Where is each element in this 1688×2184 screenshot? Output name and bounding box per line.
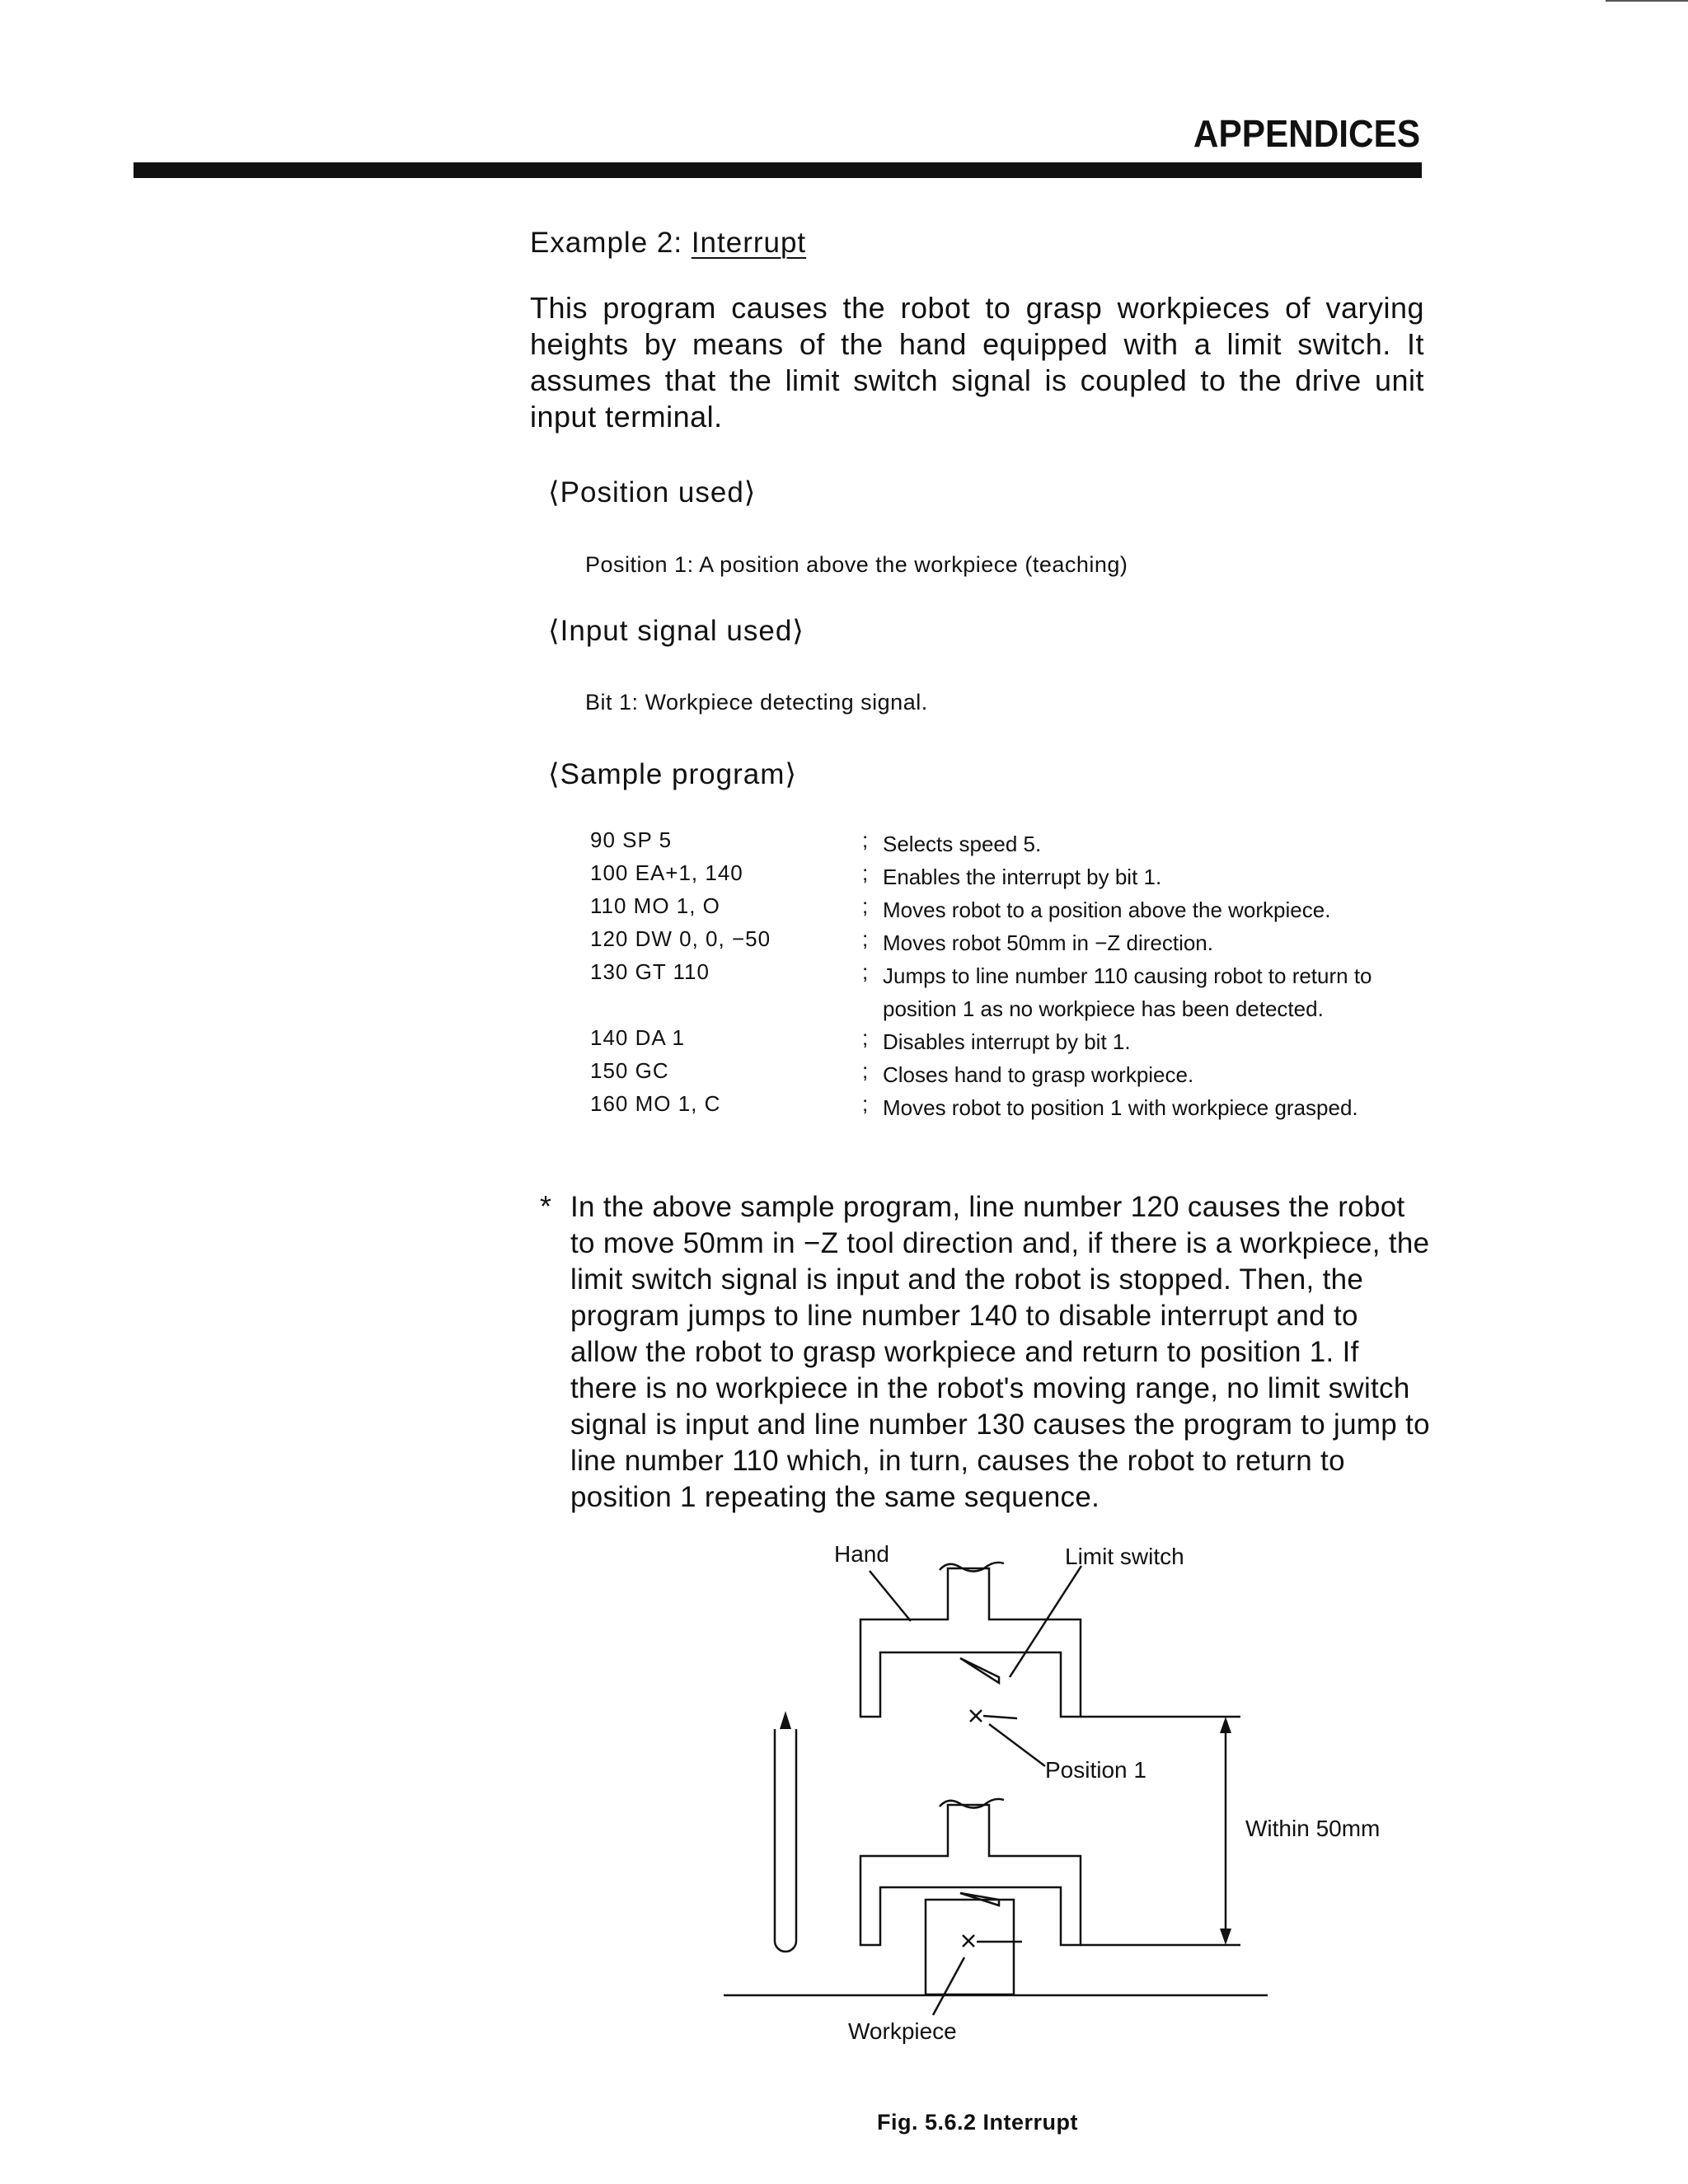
upper-hand <box>860 1563 1240 1717</box>
program-comment: Moves robot to position 1 with workpiece grasped. <box>883 1095 1358 1120</box>
program-code: 160 MO 1, C <box>590 1091 721 1116</box>
lower-limit-switch <box>960 1893 999 1905</box>
example-prefix: Example 2: <box>530 227 692 259</box>
program-comment: Moves robot to a position above the workpiece. <box>883 898 1331 922</box>
program-code: 110 MO 1, O <box>590 893 720 918</box>
program-comment: Moves robot 50mm in −Z direction. <box>883 930 1213 955</box>
lower-break-mark <box>940 1799 1004 1808</box>
motion-path <box>775 1729 796 1952</box>
comment-separator: ; <box>862 926 869 951</box>
program-comment: Disables interrupt by bit 1. <box>883 1029 1131 1054</box>
lower-hand <box>860 1799 1240 1945</box>
example-title <box>530 227 806 260</box>
comment-separator: ; <box>862 1091 869 1116</box>
figure-caption: Fig. 5.6.2 Interrupt <box>877 2110 1079 2135</box>
comment-separator: ; <box>862 1025 869 1050</box>
page-edge-line <box>1606 0 1688 2</box>
comment-separator: ; <box>862 893 869 918</box>
program-comment: Selects speed 5. <box>883 832 1042 856</box>
program-code: 120 DW 0, 0, −50 <box>590 926 771 951</box>
comment-separator: ; <box>862 959 869 984</box>
program-code: 130 GT 110 <box>590 959 710 984</box>
program-comment: Enables the interrupt by bit 1. <box>883 865 1162 889</box>
program-code: 150 GC <box>590 1058 669 1083</box>
workpiece <box>926 1900 1022 2015</box>
note-paragraph: In the above sample program, line number 120 causes the robot to move 50mm in −Z tool direction and, if there is a workpiece, the limit switch signal is input and the robot is stopped. Then, the program jumps to line number 140 to disable interrupt and to allow the robot to grasp workpiece and return to position 1. If there is no workpiece in the robot's moving range, no limit switch signal is input and line number 130 causes the program to jump to line number 110 which, in turn, causes the robot to return to position 1 repeating the same sequence. <box>570 1191 1430 1513</box>
sample-program-heading: ⟨Sample program⟩ <box>548 758 798 790</box>
program-comment: Jumps to line number 110 causing robot to return to position 1 as no workpiece has been detected. <box>883 963 1372 1021</box>
sample-program-listing <box>590 827 1431 1157</box>
note-marker: * <box>540 1189 552 1223</box>
intro-paragraph: This program causes the robot to grasp workpieces of varying heights by means of the hand equipped with a limit switch. It assumes that the limit switch signal is coupled to the drive unit input terminal. <box>530 291 1424 434</box>
page-header-title: APPENDICES <box>1193 112 1420 155</box>
comment-separator: ; <box>862 827 869 852</box>
hand-label: Hand <box>834 1541 889 1567</box>
position-used-heading: ⟨Position used⟩ <box>548 476 757 509</box>
limit-switch-label: Limit switch <box>1065 1544 1184 1569</box>
within-50mm-label: Within 50mm <box>1245 1816 1381 1841</box>
program-line <box>590 926 1431 959</box>
input-signal-text: Bit 1: Workpiece detecting signal. <box>585 690 928 715</box>
program-line <box>590 1091 1431 1157</box>
comment-separator: ; <box>862 860 869 885</box>
program-code: 140 DA 1 <box>590 1025 685 1050</box>
position-used-text: Position 1: A position above the workpiece (teaching) <box>585 552 1128 577</box>
dimension-arrow-bottom <box>1220 1929 1231 1945</box>
upper-limit-switch <box>960 1658 999 1683</box>
program-code: 90 SP 5 <box>590 827 673 852</box>
workpiece-label: Workpiece <box>848 2018 957 2044</box>
upper-break-mark <box>940 1563 1004 1572</box>
workpiece-leader <box>933 1957 964 2015</box>
position1-label: Position 1 <box>1045 1757 1146 1783</box>
limit-switch-leader <box>1010 1566 1081 1677</box>
position1-marker <box>970 1710 1045 1766</box>
program-line <box>590 1025 1431 1058</box>
input-signal-heading: ⟨Input signal used⟩ <box>548 615 804 647</box>
hand-leader <box>870 1571 911 1621</box>
program-line <box>590 1058 1431 1091</box>
program-line <box>590 959 1431 1025</box>
program-code: 100 EA+1, 140 <box>590 860 743 885</box>
dimension-arrow-top <box>1220 1717 1231 1733</box>
program-line <box>590 893 1431 926</box>
program-line <box>590 827 1431 860</box>
motion-arrow-head <box>780 1711 791 1729</box>
program-line <box>590 860 1431 893</box>
program-comment: Closes hand to grasp workpiece. <box>883 1062 1194 1087</box>
example-name: Interrupt <box>691 227 807 259</box>
header-rule <box>134 162 1422 178</box>
comment-separator: ; <box>862 1058 869 1083</box>
